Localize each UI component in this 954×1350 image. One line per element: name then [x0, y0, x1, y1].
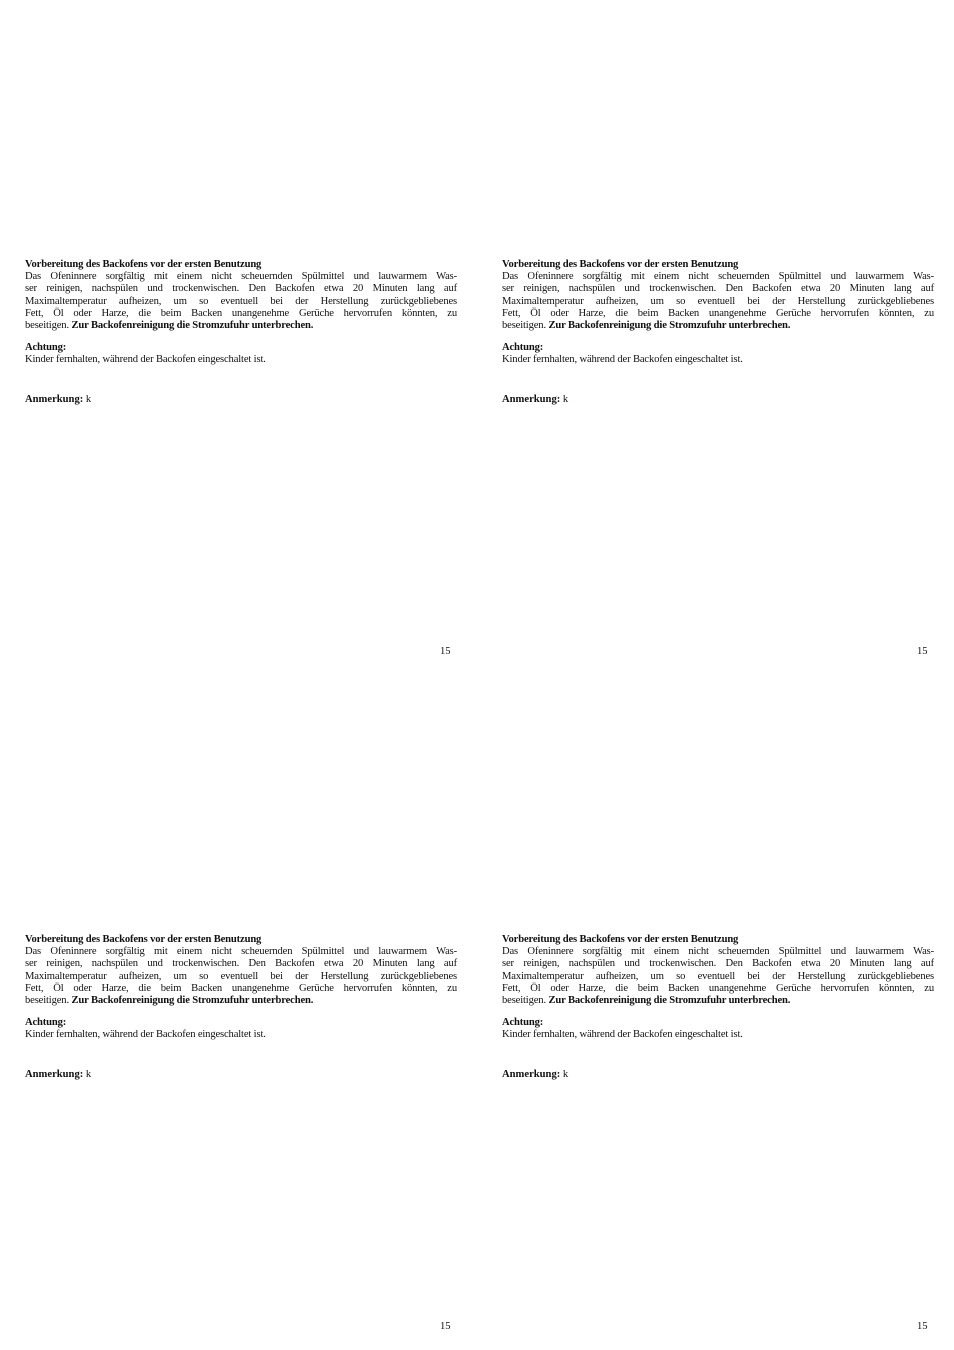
- page-number: 15: [440, 1321, 451, 1332]
- warning-text: Kinder fernhalten, während der Backofen eingeschaltet ist.: [502, 1029, 743, 1041]
- paragraph-line: Maximaltemperatur aufheizen, um so eventuell bei der Herstellung zurückgebliebenes: [25, 295, 457, 307]
- page-top-left: [0, 0, 477, 675]
- paragraph-line: Maximaltemperatur aufheizen, um so eventuell bei der Herstellung zurückgebliebenes: [502, 295, 934, 307]
- page-number: 15: [917, 1321, 928, 1332]
- paragraph-line: Das Ofeninnere sorgfältig mit einem nicht scheuernden Spülmittel und lauwarmem Was-: [502, 271, 934, 283]
- paragraph-line-bold: Zur Backofenreinigung die Stromzufuhr unterbrechen.: [71, 320, 314, 332]
- paragraph-line: ser reinigen, nachspülen und trockenwischen. Den Backofen etwa 20 Minuten lang auf: [502, 283, 934, 295]
- page-content: [25, 934, 457, 1042]
- paragraph-line: Maximaltemperatur aufheizen, um so eventuell bei der Herstellung zurückgebliebenes: [502, 970, 934, 982]
- paragraph-line: Fett, Öl oder Harze, die beim Backen unangenehme Gerüche hervorrufen könnten, zu: [502, 307, 934, 319]
- page-content: [502, 259, 934, 367]
- warning-text: Kinder fernhalten, während der Backofen eingeschaltet ist.: [502, 354, 743, 366]
- page-content: [25, 259, 457, 367]
- paragraph-line: Fett, Öl oder Harze, die beim Backen unangenehme Gerüche hervorrufen könnten, zu: [25, 307, 457, 319]
- note: [25, 1069, 91, 1081]
- note: [25, 394, 91, 406]
- note-label: Anmerkung:: [25, 394, 84, 405]
- section-heading: Vorbereitung des Backofens vor der ersten Benutzung: [25, 259, 262, 270]
- warning-block: [502, 1017, 934, 1041]
- note-text: k: [560, 394, 569, 405]
- note-text: k: [560, 1069, 569, 1080]
- section-paragraph: [25, 946, 457, 1007]
- paragraph-line-bold: Zur Backofenreinigung die Stromzufuhr unterbrechen.: [71, 995, 314, 1007]
- paragraph-line: Das Ofeninnere sorgfältig mit einem nicht scheuernden Spülmittel und lauwarmem Was-: [502, 946, 934, 958]
- section-heading: Vorbereitung des Backofens vor der ersten Benutzung: [502, 934, 739, 945]
- note: [502, 1069, 568, 1081]
- paragraph-line: [502, 995, 934, 1007]
- paragraph-line: Das Ofeninnere sorgfältig mit einem nicht scheuernden Spülmittel und lauwarmem Was-: [25, 271, 457, 283]
- note-label: Anmerkung:: [502, 1069, 561, 1080]
- warning-label: Achtung:: [502, 1017, 544, 1029]
- section-heading: Vorbereitung des Backofens vor der ersten Benutzung: [502, 259, 739, 270]
- paragraph-line-plain: beseitigen.: [25, 320, 72, 332]
- note-text: k: [83, 1069, 92, 1080]
- paragraph-line-plain: beseitigen.: [502, 320, 549, 332]
- paragraph-line: Fett, Öl oder Harze, die beim Backen unangenehme Gerüche hervorrufen könnten, zu: [25, 982, 457, 994]
- paragraph-line-plain: beseitigen.: [25, 995, 72, 1007]
- paragraph-line: Fett, Öl oder Harze, die beim Backen unangenehme Gerüche hervorrufen könnten, zu: [502, 982, 934, 994]
- section-heading: Vorbereitung des Backofens vor der ersten Benutzung: [25, 934, 262, 945]
- note: [502, 394, 568, 406]
- warning-label: Achtung:: [25, 1017, 67, 1029]
- warning-text: Kinder fernhalten, während der Backofen eingeschaltet ist.: [25, 354, 266, 366]
- paragraph-line: [25, 320, 457, 332]
- section-paragraph: [502, 271, 934, 332]
- warning-label: Achtung:: [25, 342, 67, 354]
- page-number: 15: [917, 646, 928, 657]
- page-number: 15: [440, 646, 451, 657]
- section-paragraph: [502, 946, 934, 1007]
- page-top-right: [477, 0, 954, 675]
- warning-label: Achtung:: [502, 342, 544, 354]
- warning-text: Kinder fernhalten, während der Backofen eingeschaltet ist.: [25, 1029, 266, 1041]
- note-label: Anmerkung:: [502, 394, 561, 405]
- section-paragraph: [25, 271, 457, 332]
- paragraph-line: ser reinigen, nachspülen und trockenwischen. Den Backofen etwa 20 Minuten lang auf: [25, 958, 457, 970]
- paragraph-line: ser reinigen, nachspülen und trockenwischen. Den Backofen etwa 20 Minuten lang auf: [502, 958, 934, 970]
- page-content: [502, 934, 934, 1042]
- paragraph-line-bold: Zur Backofenreinigung die Stromzufuhr unterbrechen.: [548, 995, 791, 1007]
- paragraph-line: Das Ofeninnere sorgfältig mit einem nicht scheuernden Spülmittel und lauwarmem Was-: [25, 946, 457, 958]
- paragraph-line-bold: Zur Backofenreinigung die Stromzufuhr unterbrechen.: [548, 320, 791, 332]
- warning-block: [25, 1017, 457, 1041]
- paragraph-line: [502, 320, 934, 332]
- paragraph-line: [25, 995, 457, 1007]
- warning-block: [502, 342, 934, 366]
- note-label: Anmerkung:: [25, 1069, 84, 1080]
- paragraph-line-plain: beseitigen.: [502, 995, 549, 1007]
- warning-block: [25, 342, 457, 366]
- note-text: k: [83, 394, 92, 405]
- page-bottom-right: [477, 675, 954, 1350]
- paragraph-line: ser reinigen, nachspülen und trockenwischen. Den Backofen etwa 20 Minuten lang auf: [25, 283, 457, 295]
- paragraph-line: Maximaltemperatur aufheizen, um so eventuell bei der Herstellung zurückgebliebenes: [25, 970, 457, 982]
- page-bottom-left: [0, 675, 477, 1350]
